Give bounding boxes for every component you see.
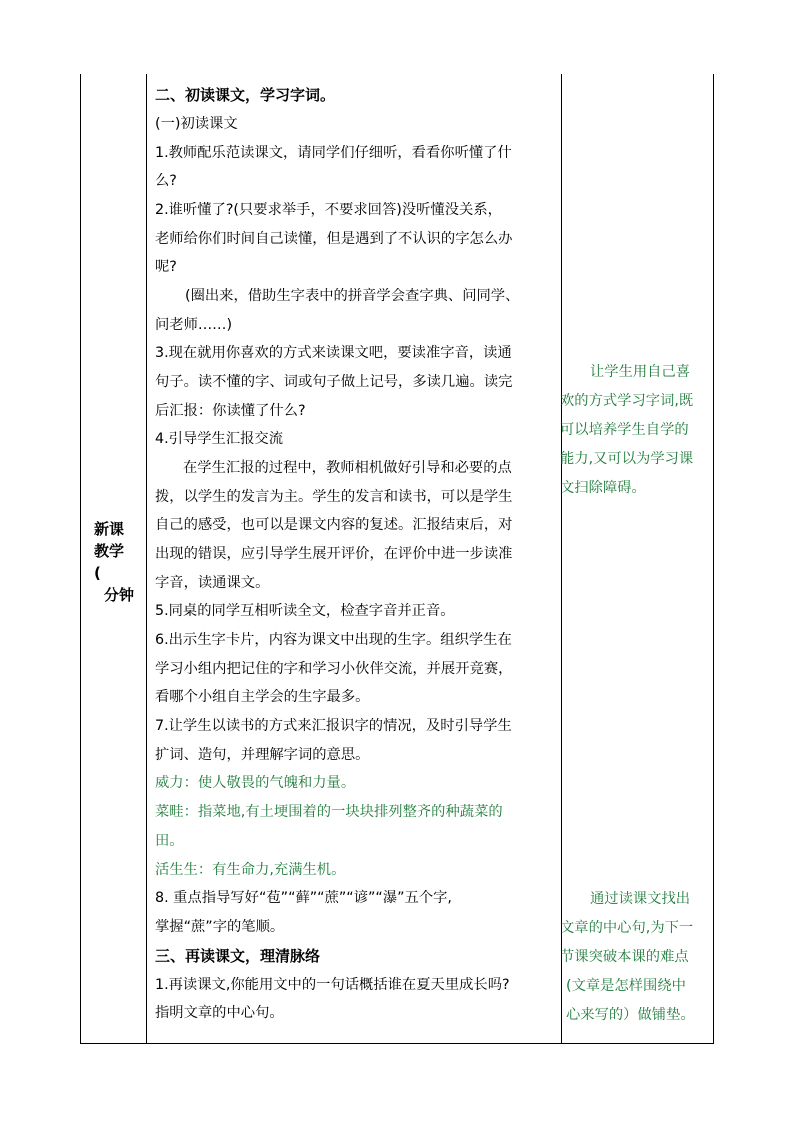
content-line: 6.出示生字卡片，内容为课文中出现的生字。组织学生在 (155, 632, 512, 648)
content-line: 拨，以学生的发言为主。学生的发言和读书，可以是学生 (155, 489, 513, 505)
note-line: 让学生用自己喜 (590, 364, 691, 380)
note-line: 通过读课文找出 (590, 891, 691, 907)
content-line: 在学生汇报的过程中，教师相机做好引导和必要的点 (183, 460, 512, 476)
section-label-line: 新课 (94, 520, 125, 538)
content-line: 掌握“蔗”字的笔顺。 (155, 919, 285, 935)
section-label-line: 分钟 (104, 586, 135, 604)
content-line: 二、初读课文，学习字词。 (155, 86, 336, 104)
content-line: 自己的感受，也可以是课文内容的复述。汇报结束后，对 (155, 517, 513, 533)
note-line: 心来写的）做铺垫。 (566, 1007, 695, 1023)
content-line: 5.同桌的同学互相听读全文，检查字音并正音。 (155, 603, 455, 619)
content-line: (一)初读课文 (155, 116, 238, 132)
content-line: 3.现在就用你喜欢的方式来读课文吧，要读准字音，读通 (155, 345, 512, 361)
note-line: 能力,又可以为学习课 (560, 451, 694, 467)
content-line: 8. 重点指导写好“苞”“藓”“蔗”“谚”“瀑”五个字, (155, 890, 452, 906)
section-label-line: 教学 (94, 542, 125, 560)
content-line: 么? (155, 173, 177, 189)
lesson-content (155, 84, 555, 1034)
content-line: 活生生：有生命力,充满生机。 (155, 862, 346, 878)
content-line: 1.再读课文,你能用文中的一句话概括谁在夏天里成长吗? (155, 977, 510, 993)
content-line: 田。 (155, 833, 184, 849)
teaching-note-2 (560, 885, 714, 1030)
note-line: 可以培养学生自学的 (560, 422, 689, 438)
content-line: 2.谁听懂了?(只要求举手，不要求回答)没听懂没关系， (155, 202, 502, 218)
content-line: 4.引导学生汇报交流 (155, 431, 284, 447)
content-line: 老师给你们时间自己读懂，但是遇到了不认识的字怎么办 (155, 231, 513, 247)
content-line: 7.让学生以读书的方式来汇报识字的情况，及时引导学生 (155, 718, 512, 734)
note-line: 文章的中心句,为下一 (560, 920, 694, 936)
content-line: 菜畦：指菜地,有土埂围着的一块块排列整齐的种蔬菜的 (155, 804, 503, 820)
teaching-note-1 (560, 358, 714, 503)
note-line: 节课突破本课的难点 (560, 949, 689, 965)
content-line: 字音，读通课文。 (155, 575, 270, 591)
content-line: 威力：使人敬畏的气魄和力量。 (155, 775, 356, 791)
section-label (94, 518, 144, 606)
table-border-bottom (80, 1043, 714, 1044)
content-line: 问老师……) (155, 317, 233, 333)
section-label-line: ( (94, 564, 101, 582)
content-line: 出现的错误，应引导学生展开评价，在评价中进一步读准 (155, 546, 513, 562)
table-border-left (80, 74, 81, 1044)
content-line: 后汇报：你读懂了什么? (155, 403, 306, 419)
content-line: 1.教师配乐范读课文，请同学们仔细听，看看你听懂了什 (155, 145, 512, 161)
content-line: 指明文章的中心句。 (155, 1005, 284, 1021)
content-line: (圈出来，借助生字表中的拼音学会查字典、问同学、 (185, 288, 520, 304)
content-line: 三、再读课文，理清脉络 (155, 947, 321, 965)
content-line: 扩词、造句，并理解字词的意思。 (155, 747, 370, 763)
table-divider-1 (146, 74, 147, 1044)
content-line: 句子。读不懂的字、词或句子做上记号，多读几遍。读完 (155, 374, 513, 390)
note-line: 文扫除障碍。 (560, 480, 646, 496)
content-line: 学习小组内把记住的字和学习小伙伴交流，并展开竞赛， (155, 661, 513, 677)
content-line: 呢? (155, 259, 177, 275)
note-line: (文章是怎样围绕中 (566, 978, 686, 994)
content-line: 看哪个小组自主学会的生字最多。 (155, 689, 370, 705)
note-line: 欢的方式学习字词,既 (560, 393, 694, 409)
